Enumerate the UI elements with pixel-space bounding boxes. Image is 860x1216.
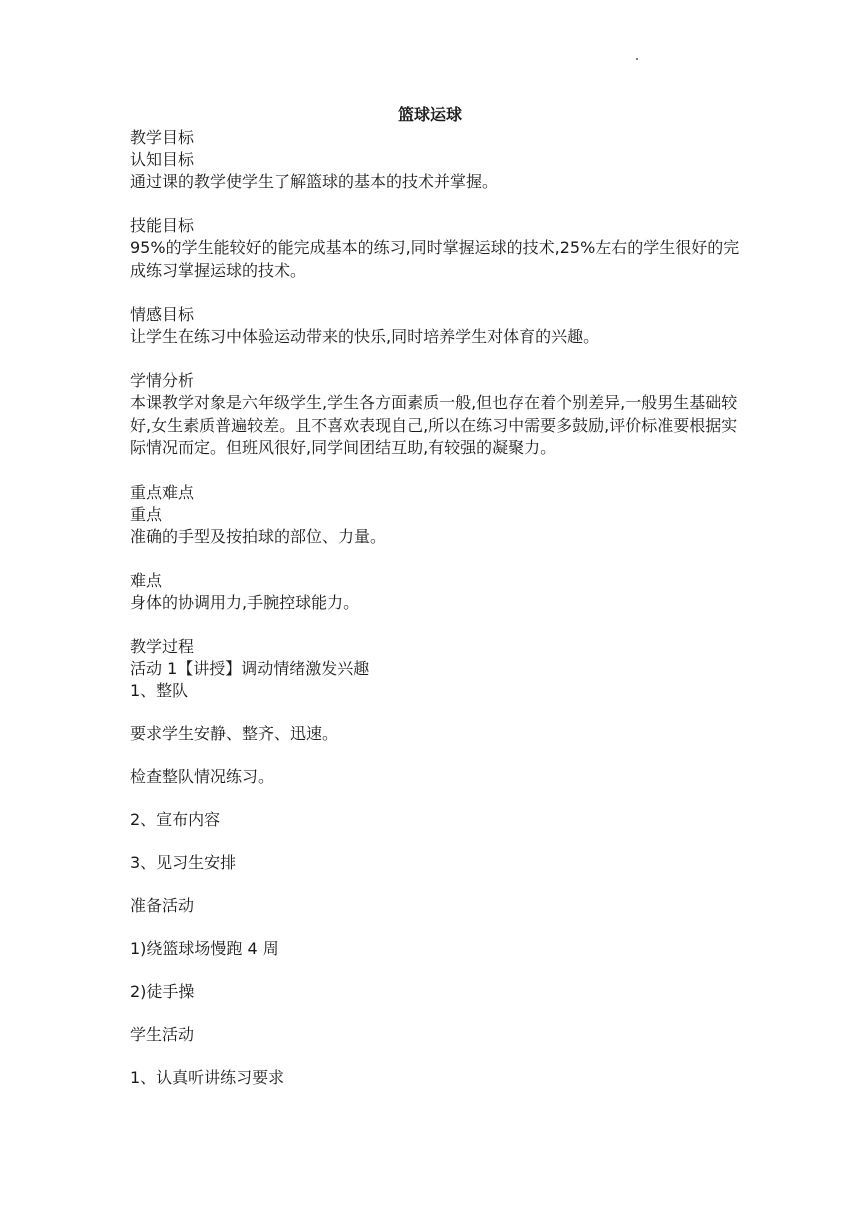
section-heading: 教学过程 [130,636,195,656]
list-item: 1、认真听讲练习要求 [130,1067,285,1087]
list-item: 1)绕篮球场慢跑 4 周 [130,938,279,958]
subsection-heading: 学生活动 [130,1024,195,1044]
list-item: 3、见习生安排 [130,852,237,872]
list-item: 2)徒手操 [130,981,195,1001]
section-heading: 学情分析 [130,371,195,390]
paragraph: 身体的协调用力,手腕控球能力。 [130,592,360,612]
document-title: 篮球运球 [397,105,462,124]
subsection-heading: 技能目标 [130,216,195,235]
subsection-heading: 难点 [130,570,163,590]
section-heading: 重点难点 [130,482,195,502]
subsection-heading: 情感目标 [130,305,195,324]
subsection-heading: 准备活动 [130,895,195,915]
list-item: 1、整队 [130,680,189,700]
document-body [130,127,740,1089]
paragraph: 本课教学对象是六年级学生,学生各方面素质一般,但也存在着个别差异,一般男生基础较好,女生素质普遍较差。且不喜欢表现自己,所以在练习中需要多鼓励,评价标准要根据实际情况而定。但班风很好,同学间团结互助,有较强的凝聚力。 [130,393,738,457]
paragraph: 让学生在练习中体验运动带来的快乐,同时培养学生对体育的兴趣。 [130,327,600,346]
list-item: 检查整队情况练习。 [130,766,275,786]
list-item: 要求学生安静、整齐、迅速。 [130,723,339,743]
subsection-heading: 重点 [130,504,163,524]
activity-heading: 活动 1【讲授】调动情绪激发兴趣 [130,658,370,678]
page-mark [636,58,638,60]
paragraph: 通过课的教学使学生了解篮球的基本的技术并掌握。 [130,172,499,191]
section-heading: 教学目标 [130,128,195,147]
paragraph: 准确的手型及按拍球的部位、力量。 [130,526,387,546]
paragraph: 95%的学生能较好的能完成基本的练习,同时掌握运球的技术,25%左右的学生很好的完成练习掌握运球的技术。 [130,238,740,280]
list-item: 2、宣布内容 [130,809,221,829]
subsection-heading: 认知目标 [130,150,195,169]
